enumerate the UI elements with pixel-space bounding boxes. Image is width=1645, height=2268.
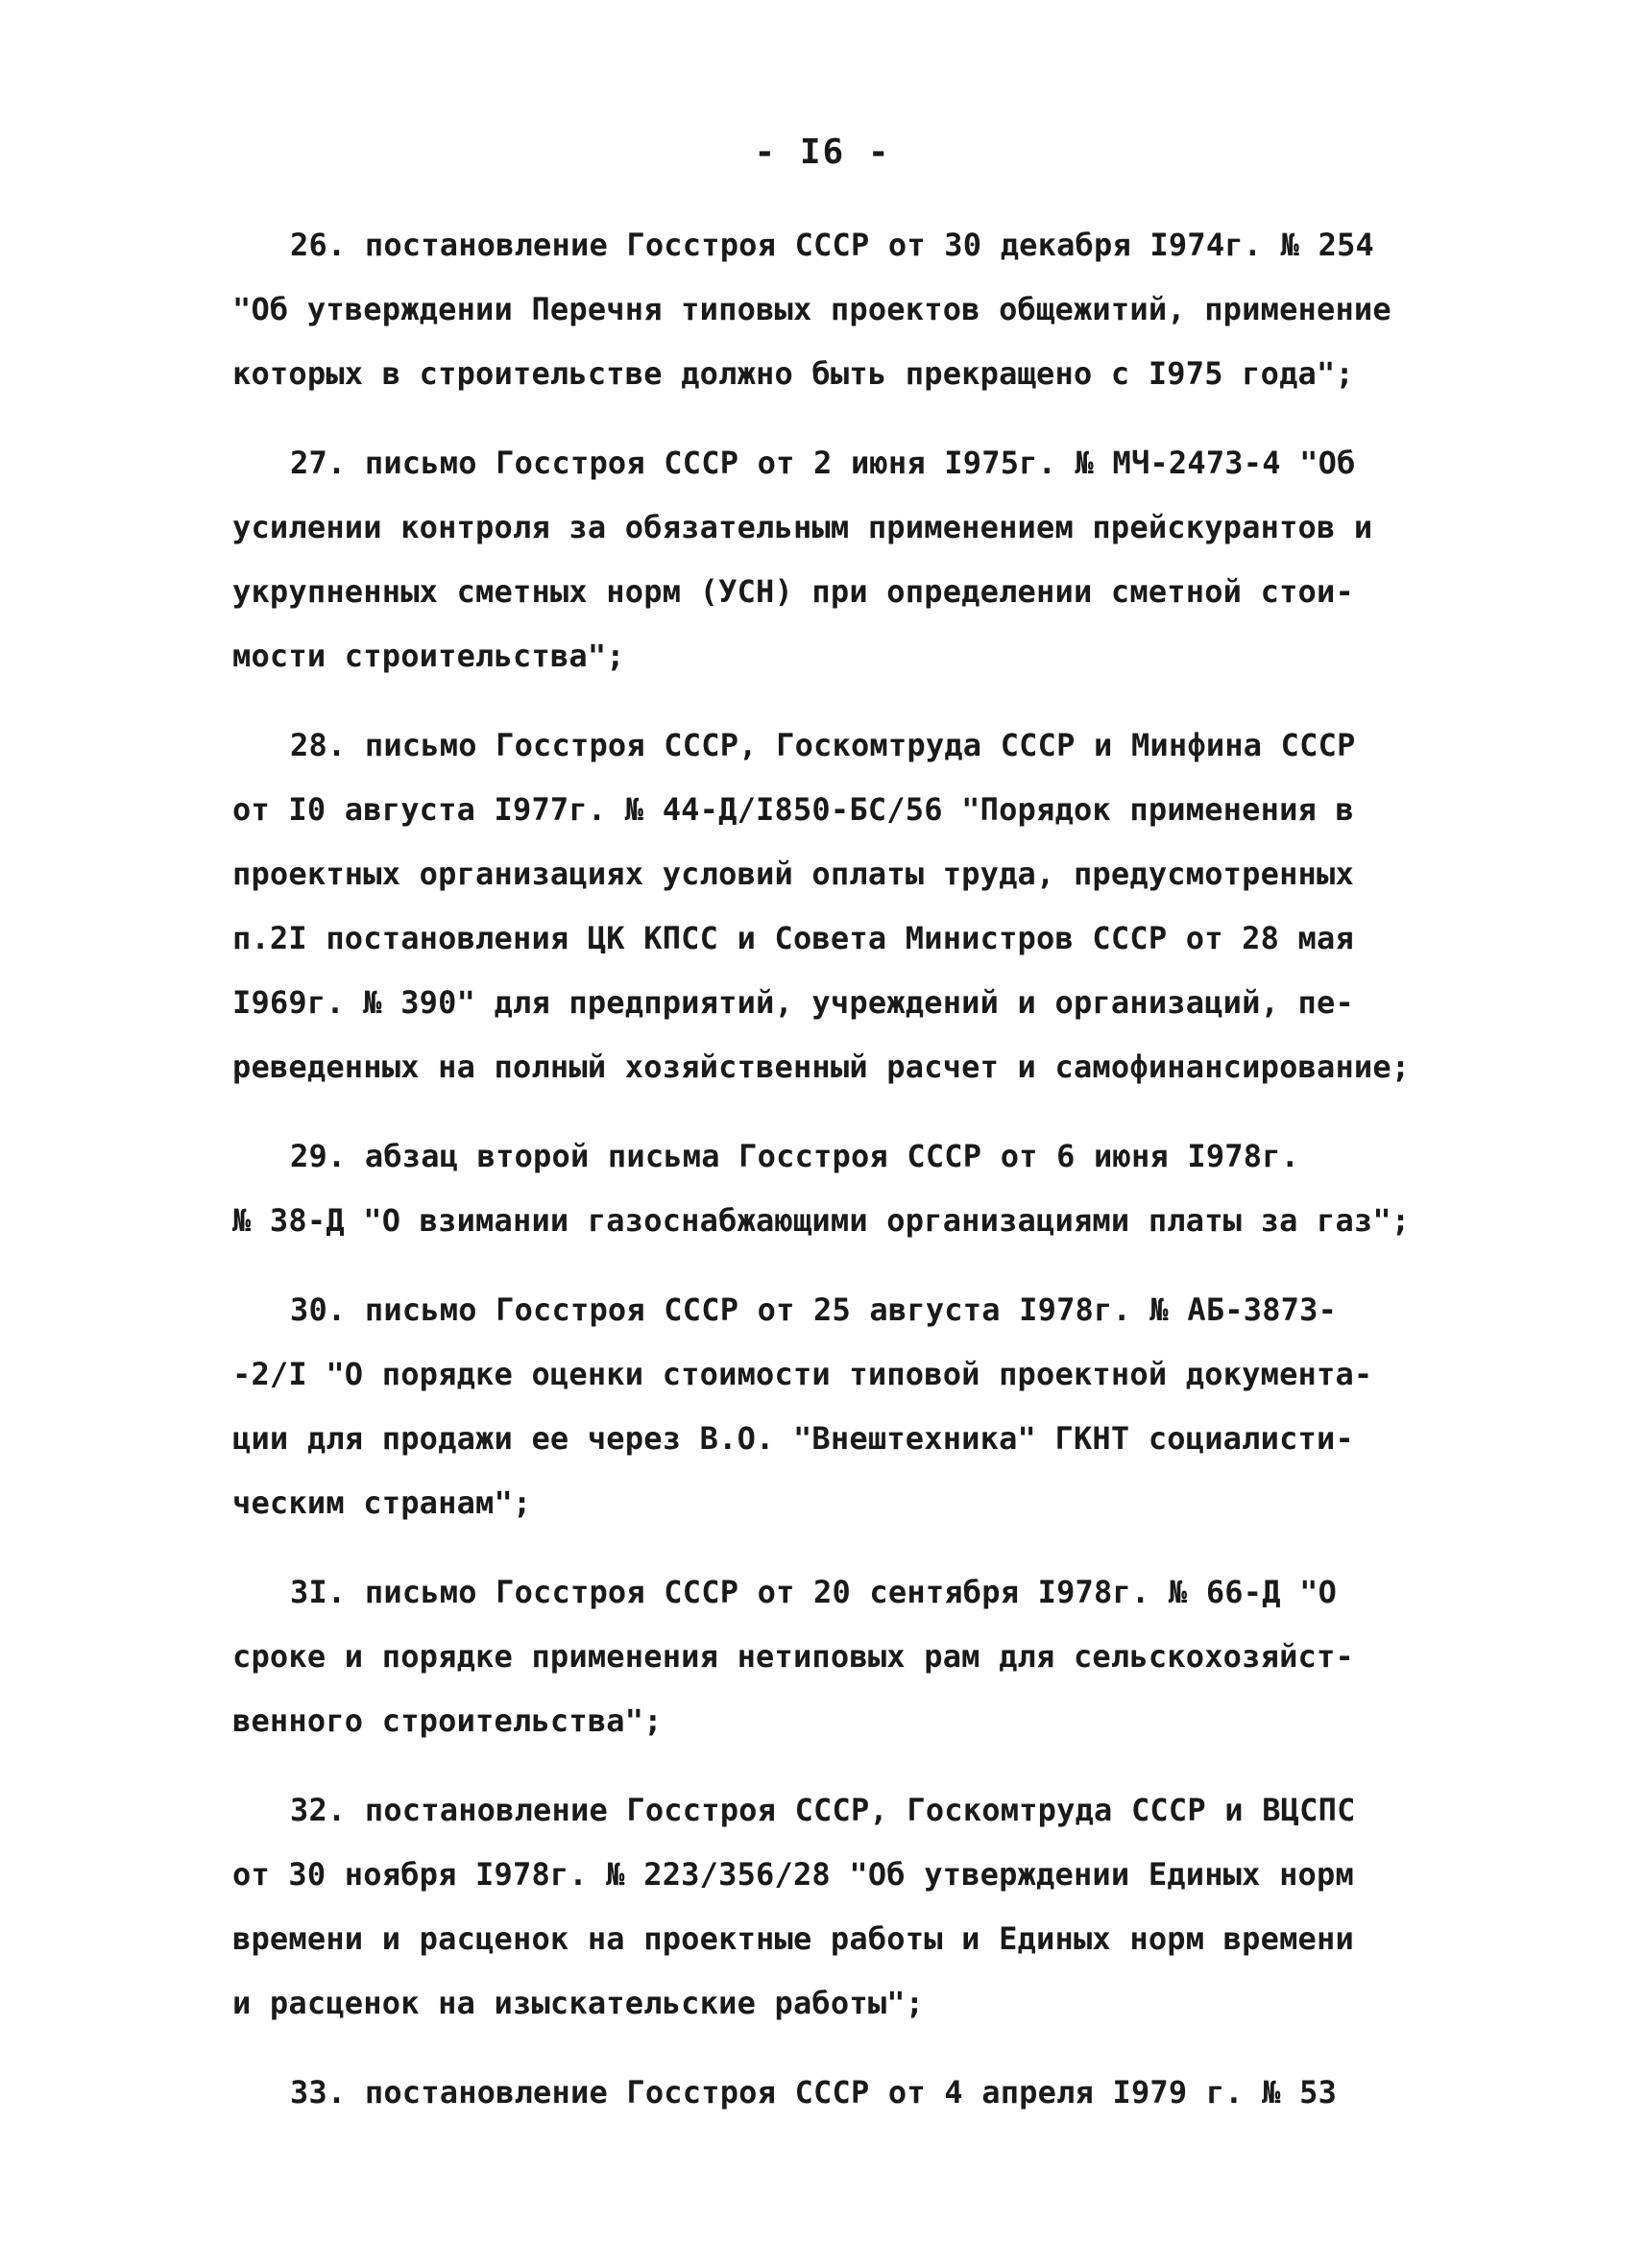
text-line: сроке и порядке применения нетиповых рам для сельскохозяйст- bbox=[232, 1638, 1354, 1675]
text-line: усилении контроля за обязательным применением прейскурантов и bbox=[232, 509, 1373, 545]
text-line: 28. письмо Госстроя СССР, Госкомтруда СССР и Минфина СССР bbox=[290, 727, 1356, 763]
text-line: 3I. письмо Госстроя СССР от 20 сентября I978г. № 66-Д "О bbox=[290, 1574, 1338, 1610]
text-line: 32. постановление Госстроя СССР, Госкомтруда СССР и ВЦСПС bbox=[290, 1792, 1356, 1828]
text-line: 30. письмо Госстроя СССР от 25 августа I978г. № АБ-3873- bbox=[290, 1291, 1338, 1328]
text-line: которых в строительстве должно быть прекращено с I975 года"; bbox=[232, 355, 1354, 392]
text-line: I969г. № 390" для предприятий, учреждений и организаций, пе- bbox=[232, 984, 1354, 1021]
text-line: ческим странам"; bbox=[232, 1484, 532, 1521]
text-line: мости строительства"; bbox=[232, 638, 625, 674]
text-line: от 30 ноября I978г. № 223/356/28 "Об утверждении Единых норм bbox=[232, 1856, 1354, 1893]
text-line: "Об утверждении Перечня типовых проектов общежитий, применение bbox=[232, 291, 1391, 327]
text-line: укрупненных сметных норм (УСН) при определении сметной стои- bbox=[232, 573, 1354, 610]
text-line: 33. постановление Госстроя СССР от 4 апреля I979 г. № 53 bbox=[290, 2074, 1338, 2111]
text-line: от I0 августа I977г. № 44-Д/I850-БС/56 "Порядок применения в bbox=[232, 791, 1354, 828]
text-line: ции для продажи ее через В.О. "Внештехника" ГКНТ социалисти- bbox=[232, 1420, 1354, 1457]
text-line: 26. постановление Госстроя СССР от 30 декабря I974г. № 254 bbox=[290, 227, 1375, 263]
page-number: - I6 - bbox=[754, 133, 891, 172]
list-item-33 bbox=[232, 2061, 1462, 2125]
text-line: п.2I постановления ЦК КПСС и Совета Министров СССР от 28 мая bbox=[232, 920, 1354, 956]
text-line: 29. абзац второй письма Госстроя СССР от 6 июня I978г. bbox=[290, 1138, 1300, 1174]
text-line: -2/I "О порядке оценки стоимости типовой проектной документа- bbox=[232, 1356, 1373, 1392]
list-item-29 bbox=[232, 1124, 1462, 1253]
document-body bbox=[232, 213, 1462, 2150]
list-item-27 bbox=[232, 431, 1462, 688]
list-item-26 bbox=[232, 213, 1462, 406]
text-line: проектных организациях условий оплаты труда, предусмотренных bbox=[232, 856, 1354, 892]
list-item-31 bbox=[232, 1560, 1462, 1753]
list-item-28 bbox=[232, 713, 1462, 1099]
text-line: и расценок на изыскательские работы"; bbox=[232, 1985, 925, 2021]
list-item-30 bbox=[232, 1278, 1462, 1535]
text-line: 27. письмо Госстроя СССР от 2 июня I975г. № МЧ-2473-4 "Об bbox=[290, 445, 1356, 481]
list-item-32 bbox=[232, 1778, 1462, 2036]
text-line: венного строительства"; bbox=[232, 1702, 663, 1739]
text-line: времени и расценок на проектные работы и Единых норм времени bbox=[232, 1920, 1354, 1957]
text-line: реведенных на полный хозяйственный расчет и самофинансирование; bbox=[232, 1049, 1411, 1085]
text-line: № 38-Д "О взимании газоснабжающими организациями платы за газ"; bbox=[232, 1202, 1411, 1239]
